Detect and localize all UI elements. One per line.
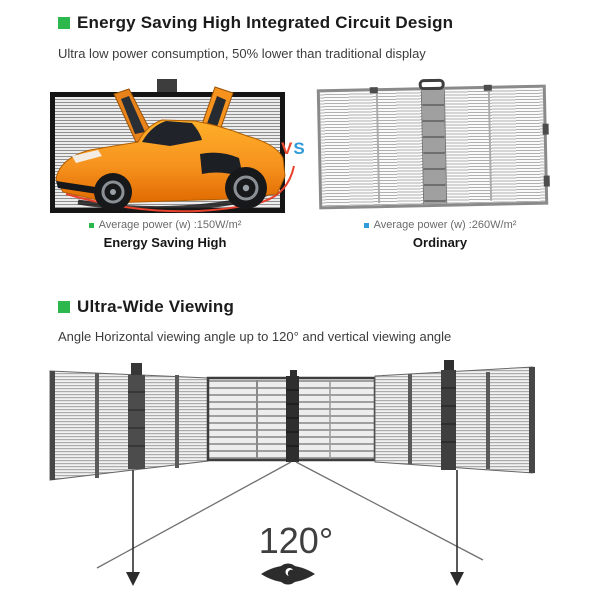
section2-heading-row [58, 297, 234, 317]
front-wheel [94, 173, 132, 211]
handle-icon [418, 79, 444, 91]
power-value-right: Average power (w) :260W/m² [373, 219, 517, 231]
green-dot-bullet [89, 223, 94, 228]
left-panel-array [50, 363, 208, 480]
section1-heading-row [58, 13, 453, 33]
rear-wheel [225, 167, 267, 209]
edge-clamp [370, 87, 378, 93]
section1-title: Energy Saving High Integrated Circuit Design [77, 13, 454, 32]
green-square-bullet [58, 17, 70, 29]
caption-right [335, 219, 545, 250]
angle-label: 120° [258, 520, 334, 561]
section1-subtitle: Ultra low power consumption, 50% lower than traditional display [58, 46, 426, 61]
power-value-left: Average power (w) :150W/m² [98, 219, 242, 231]
arrow-down-icon-left [126, 470, 140, 586]
support-post [175, 375, 179, 468]
support-post [408, 374, 412, 464]
support-post [529, 367, 535, 473]
caption-left [60, 219, 270, 250]
power-caption-right [335, 219, 545, 231]
eye-icon [261, 564, 315, 585]
post-cap [131, 363, 142, 375]
support-post-thick [441, 370, 456, 470]
vs-letter-s: S [293, 139, 306, 158]
edge-clamp [544, 176, 550, 187]
product-label-left: Energy Saving High [103, 235, 227, 250]
product-label-right: Ordinary [412, 235, 468, 250]
support-post-thick [128, 375, 145, 469]
support-post [95, 373, 99, 478]
support-post [50, 371, 55, 480]
section2-subtitle: Angle Horizontal viewing angle up to 120° and vertical viewing angle [58, 329, 452, 344]
vs-label [281, 139, 306, 159]
edge-clamp [543, 124, 549, 135]
green-square-bullet [58, 301, 70, 313]
vs-letter-v: V [281, 139, 294, 158]
arrow-down-icon-right [450, 470, 464, 586]
ordinary-panel [317, 85, 548, 210]
blue-dot-bullet [364, 223, 369, 228]
panel-divider [376, 93, 380, 203]
panel-divider [488, 91, 492, 201]
section2-title: Ultra-Wide Viewing [77, 297, 235, 316]
support-post [486, 372, 490, 469]
center-spine [420, 90, 446, 204]
post-cap [444, 360, 454, 371]
viewing-angle-figure [0, 352, 600, 600]
sports-car-illustration [50, 84, 298, 218]
right-panel-array [375, 360, 535, 473]
edge-clamp [484, 85, 492, 91]
center-panel [208, 370, 375, 462]
power-caption-left [60, 219, 270, 231]
